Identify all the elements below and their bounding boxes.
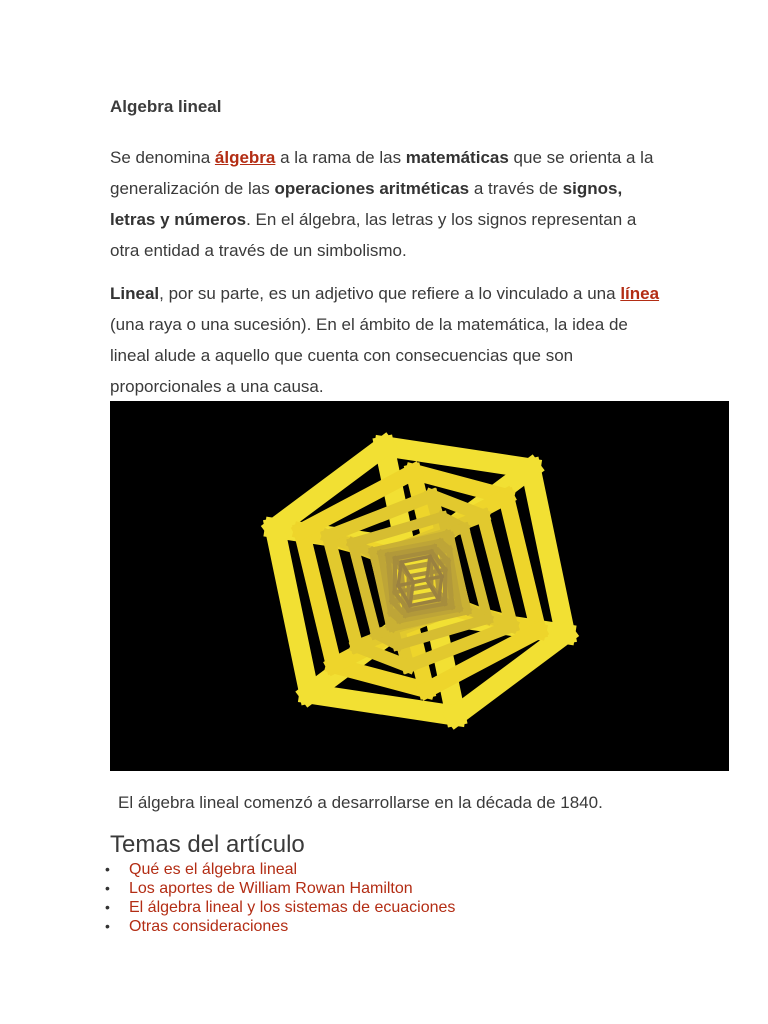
image-caption: El álgebra lineal comenzó a desarrollarse en la década de 1840. [118, 793, 603, 812]
article-heading: Algebra lineal [110, 97, 222, 116]
topic-item-2[interactable]: • Los aportes de William Rowan Hamilton [110, 879, 455, 898]
article [110, 96, 730, 414]
topics-title: Temas del artículo [110, 831, 305, 858]
paragraph-algebra: Se denomina álgebra a la rama de las matemáticas que se orienta a la generalización de las operaciones aritméticas a través de signos, letras y números. En el álgebra, las letras y los signos representan a otra entidad a través de un simbolismo. [110, 148, 654, 260]
cube-edge [384, 446, 530, 468]
nested-cubes-image [110, 401, 729, 771]
link-algebra[interactable]: álgebra [214, 148, 276, 167]
paragraph-lineal: Lineal, por su parte, es un adjetivo que refiere a lo vinculado a una línea (una raya o una sucesión). En el ámbito de la matemática, la idea de lineal alude a aquello que cuenta con consecuencias que son proporcionales a una causa. [110, 284, 660, 396]
topic-item-3[interactable]: • El álgebra lineal y los sistemas de ecuaciones [110, 898, 455, 917]
nested-cubes-illustration [110, 401, 729, 771]
topics-list [110, 860, 455, 936]
cube-edge [309, 694, 455, 716]
link-linea[interactable]: línea [620, 284, 660, 303]
topic-item-4[interactable]: • Otras consideraciones [110, 917, 455, 936]
topic-item-1[interactable]: • Qué es el álgebra lineal [110, 860, 455, 879]
